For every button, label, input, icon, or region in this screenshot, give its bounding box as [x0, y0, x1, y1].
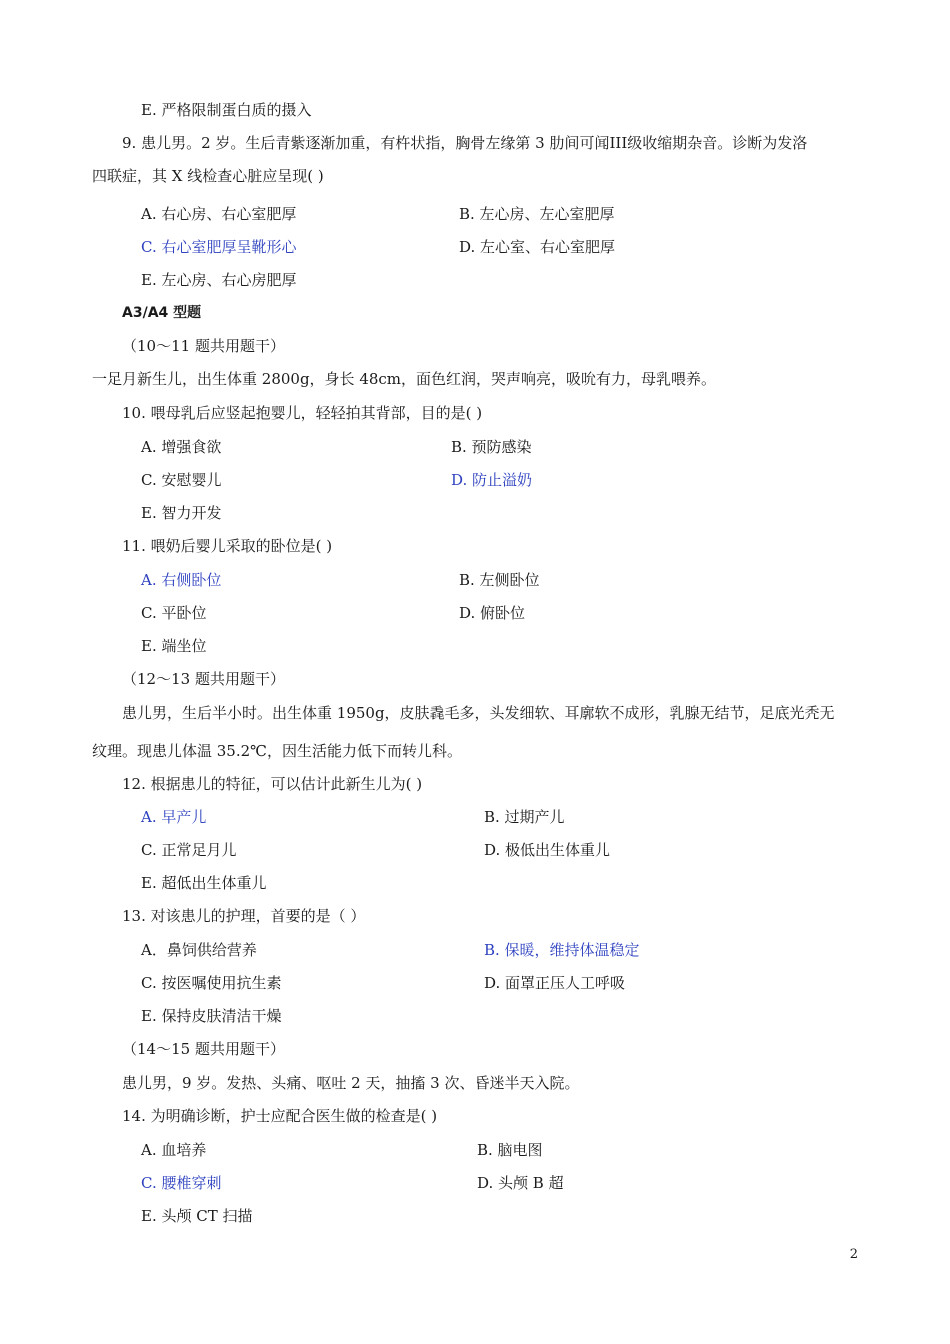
q9-option-b: B. 左心房、左心室肥厚 [459, 205, 615, 223]
q14-option-a: A. 血培养 [141, 1141, 207, 1159]
q11-option-b: B. 左侧卧位 [459, 571, 540, 589]
group3-stem: 患儿男，9 岁。发热、头痛、呕吐 2 天，抽搐 3 次、昏迷半天入院。 [122, 1074, 580, 1092]
q11-option-c: C. 平卧位 [141, 604, 207, 622]
page-number: 2 [849, 1247, 858, 1262]
q14-option-d: D. 头颅 B 超 [477, 1174, 564, 1192]
q13-option-b-answer: B. 保暖，维持体温稳定 [484, 941, 640, 959]
q14-option-c-answer: C. 腰椎穿刺 [141, 1174, 222, 1192]
q9-stem-line1: 9. 患儿男。2 岁。生后青紫逐渐加重，有杵状指，胸骨左缘第 3 肋间可闻III级收缩期杂音。诊断为发洛 [122, 134, 808, 152]
q10-option-b: B. 预防感染 [451, 438, 532, 456]
q11-option-e: E. 端坐位 [141, 637, 207, 655]
q12-option-a-answer: A. 早产儿 [141, 808, 207, 826]
group3-header: （14～15 题共用题干） [122, 1040, 285, 1058]
q8-option-e: E. 严格限制蛋白质的摄入 [141, 101, 312, 119]
q11-option-d: D. 俯卧位 [459, 604, 526, 622]
q10-option-d-answer: D. 防止溢奶 [451, 471, 533, 489]
q9-option-d: D. 左心室、右心室肥厚 [459, 238, 616, 256]
section-title: A3/A4 型题 [122, 305, 202, 321]
q13-option-a: A．鼻饲供给营养 [141, 941, 257, 959]
q12-option-e: E. 超低出生体重儿 [141, 874, 267, 892]
q10-option-e: E. 智力开发 [141, 504, 222, 522]
q12-option-d: D. 极低出生体重儿 [484, 841, 611, 859]
q13-option-d: D. 面罩正压人工呼吸 [484, 974, 626, 992]
q11-option-a-answer: A. 右侧卧位 [141, 571, 222, 589]
q10-option-c: C. 安慰婴儿 [141, 471, 222, 489]
q12-option-c: C. 正常足月儿 [141, 841, 237, 859]
q10-stem: 10. 喂母乳后应竖起抱婴儿，轻轻拍其背部，目的是( ) [122, 404, 483, 422]
q10-option-a: A. 增强食欲 [141, 438, 222, 456]
group2-stem-line1: 患儿男，生后半小时。出生体重 1950g，皮肤毳毛多，头发细软、耳廓软不成形，乳腺无结节，足底光秃无 [122, 704, 835, 722]
q12-stem: 12. 根据患儿的特征，可以估计此新生儿为( ) [122, 775, 423, 793]
q9-stem-line2: 四联症，其 X 线检查心脏应呈现( ) [92, 167, 324, 185]
q9-option-e: E. 左心房、右心房肥厚 [141, 271, 297, 289]
q12-option-b: B. 过期产儿 [484, 808, 565, 826]
group1-stem: 一足月新生儿，出生体重 2800g，身长 48cm，面色红润，哭声响亮，吸吮有力，母乳喂养。 [92, 370, 717, 388]
q14-stem: 14. 为明确诊断，护士应配合医生做的检查是( ) [122, 1107, 438, 1125]
q9-option-a: A. 右心房、右心室肥厚 [141, 205, 297, 223]
group1-header: （10～11 题共用题干） [122, 337, 285, 355]
q14-option-e: E. 头颅 CT 扫描 [141, 1207, 253, 1225]
q11-stem: 11. 喂奶后婴儿采取的卧位是( ) [122, 537, 333, 555]
group2-stem-line2: 纹理。现患儿体温 35.2℃，因生活能力低下而转儿科。 [92, 742, 462, 760]
group2-header: （12～13 题共用题干） [122, 670, 285, 688]
q9-option-c-answer: C. 右心室肥厚呈靴形心 [141, 238, 297, 256]
q13-option-e: E. 保持皮肤清洁干燥 [141, 1007, 282, 1025]
q13-option-c: C. 按医嘱使用抗生素 [141, 974, 282, 992]
q13-stem: 13. 对该患儿的护理，首要的是（ ） [122, 907, 366, 925]
q14-option-b: B. 脑电图 [477, 1141, 543, 1159]
